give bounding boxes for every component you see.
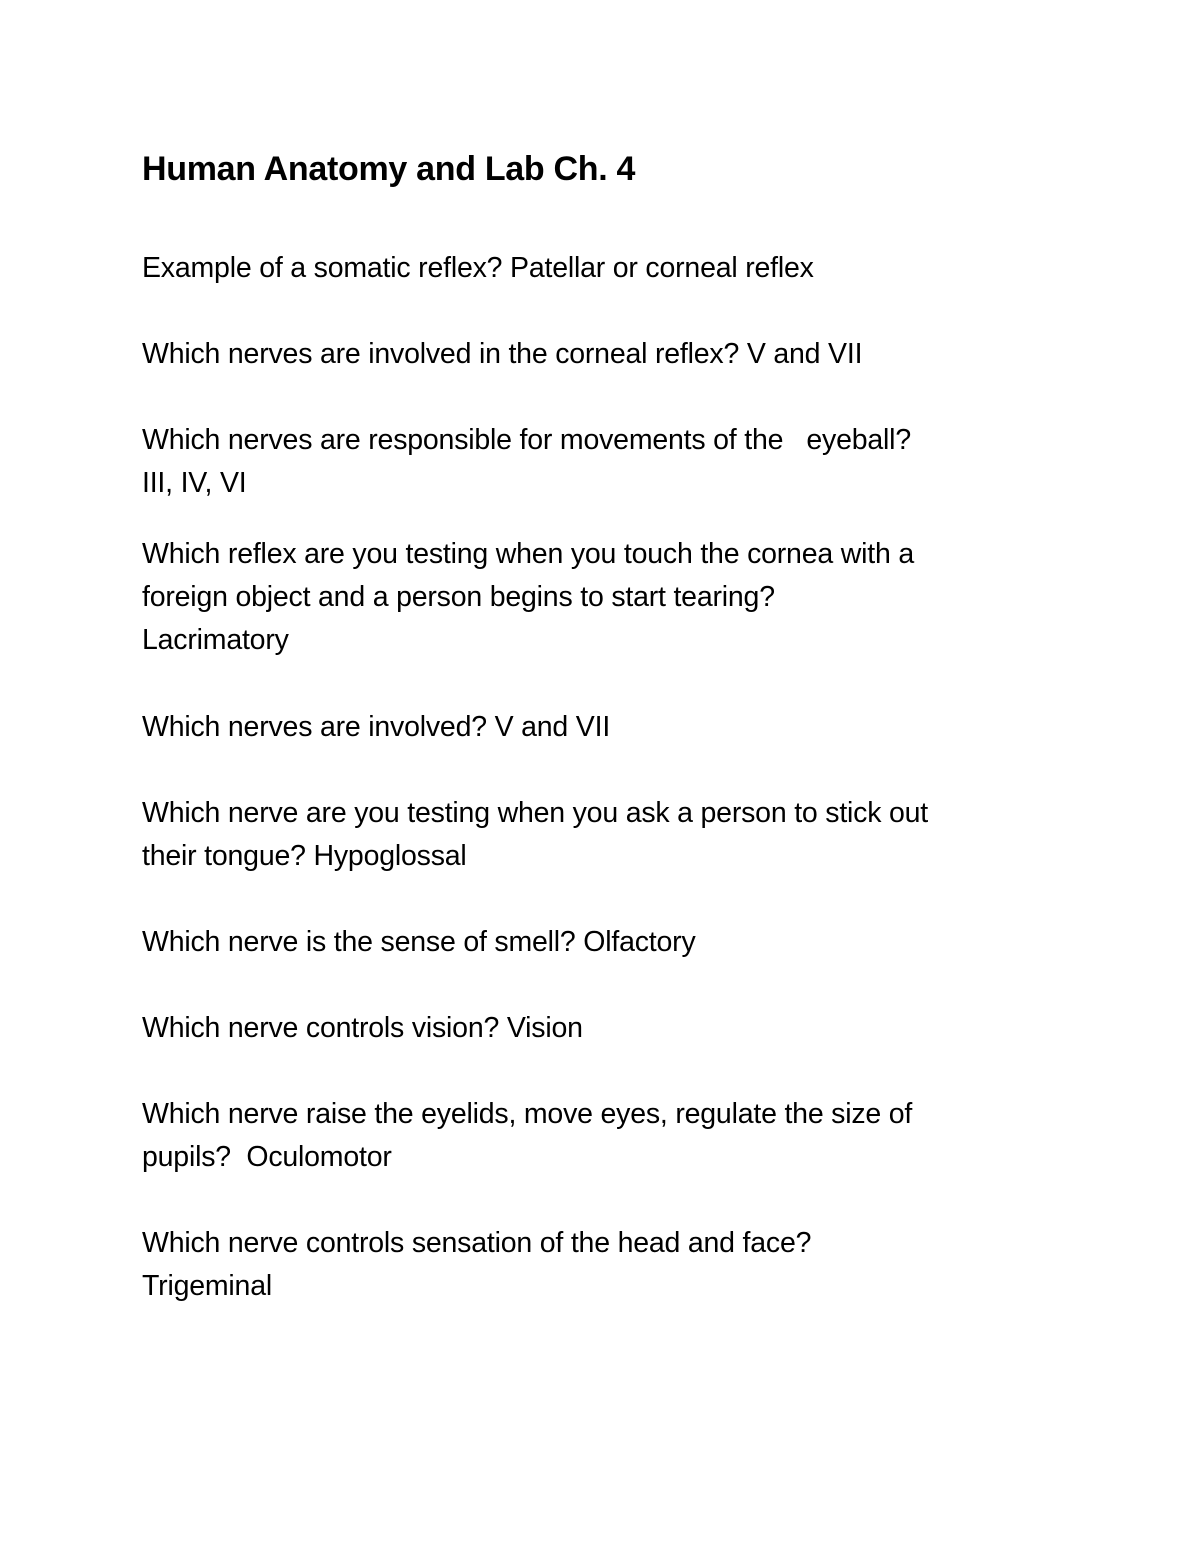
document-title: Human Anatomy and Lab Ch. 4	[142, 150, 636, 188]
text-line: Which nerves are responsible for movements of the eyeball?	[142, 424, 911, 456]
text-line: Example of a somatic reflex? Patellar or corneal reflex	[142, 252, 814, 284]
text-line: Trigeminal	[142, 1270, 272, 1302]
text-line: Which nerve are you testing when you ask a person to stick out	[142, 797, 929, 829]
text-line: Which nerve is the sense of smell? Olfactory	[142, 926, 696, 958]
text-line: Which nerves are involved in the corneal reflex? V and VII	[142, 338, 863, 370]
text-line: Which nerve controls vision? Vision	[142, 1012, 583, 1044]
text-line: Which reflex are you testing when you touch the cornea with a	[142, 538, 914, 570]
text-line: Lacrimatory	[142, 624, 289, 656]
text-line: their tongue? Hypoglossal	[142, 840, 467, 872]
text-line: Which nerves are involved? V and VII	[142, 711, 611, 743]
text-line: III, IV, VI	[142, 467, 247, 499]
text-line: pupils? Oculomotor	[142, 1141, 392, 1173]
text-line: Which nerve raise the eyelids, move eyes, regulate the size of	[142, 1098, 913, 1130]
text-line: foreign object and a person begins to start tearing?	[142, 581, 775, 613]
text-line: Which nerve controls sensation of the head and face?	[142, 1227, 812, 1259]
